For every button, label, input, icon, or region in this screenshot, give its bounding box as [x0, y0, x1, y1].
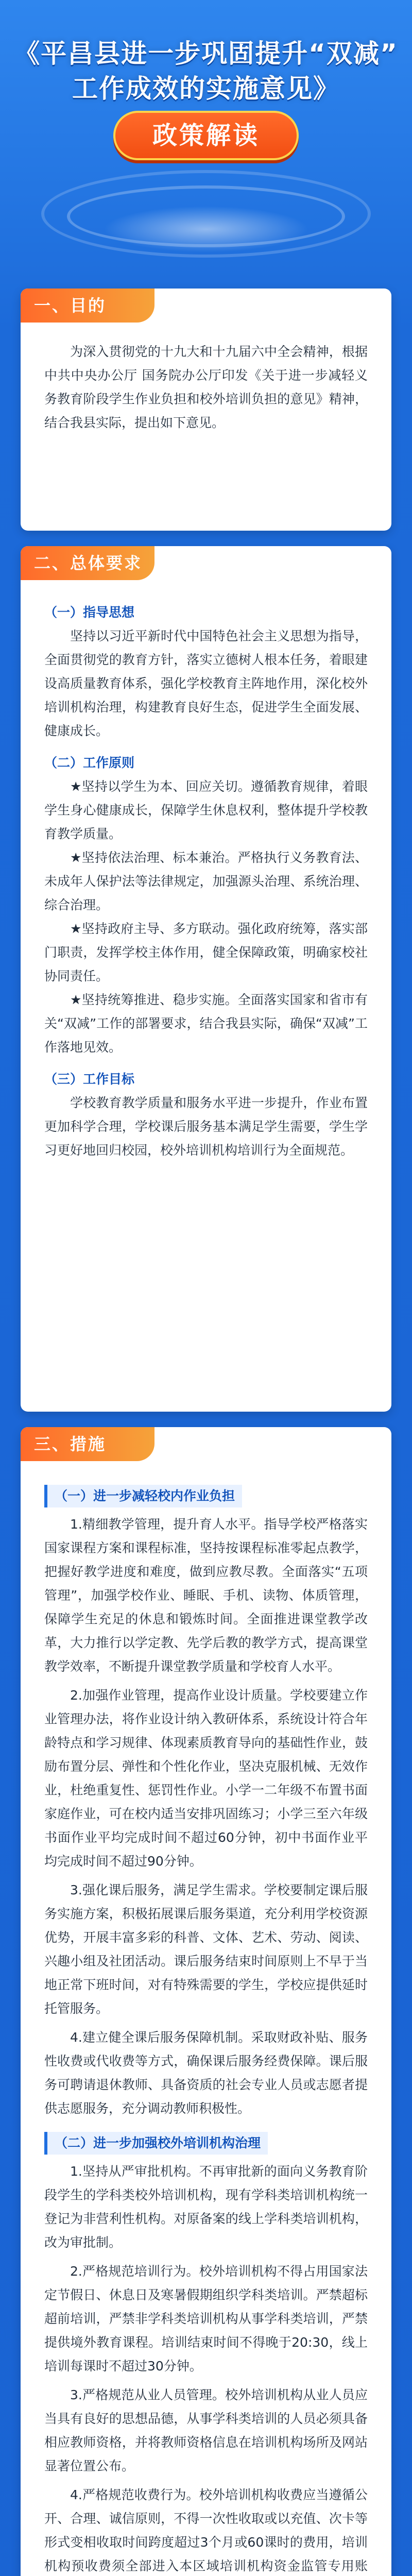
paragraph: 为深入贯彻党的十九大和十九届六中全会精神，根据中共中央办公厅 国务院办公厅印发《关于进一步减轻义务教育阶段学生作业负担和校外培训负担的意见》精神，结合我县实际，提出如下意见。: [44, 344, 368, 430]
title-line-2: 工作成效的实施意见》: [72, 74, 340, 104]
policy-badge: 政策解读: [113, 111, 299, 160]
measure-item: 4.严格规范收费行为。校外培训机构收费应当遵循公开、合理、诚信原则，不得一次性收取或以充值、次卡等形式变相收取时间跨度超过3个月或60课时的费用，培训机构预收费须全部进入本区域培训机构资金监管专用账: [44, 2487, 368, 2573]
header: [0, 0, 412, 268]
principle-item: ★坚持统筹推进、稳步实施。全面落实国家和省市有关“双减”工作的部署要求，结合我县实际，确保“双减”工作落地见效。: [44, 992, 368, 1055]
subheading: （一）指导思想: [44, 605, 135, 620]
measure-item: 4.建立健全课后服务保障机制。采取财政补贴、服务性收费或代收费等方式，确保课后服务经费保障。课后服务可聘请退休教师、具备资质的社会专业人员或志愿者提供志愿服务，充分调动教师积极性。: [44, 2030, 368, 2116]
section-measures: [21, 1427, 391, 2576]
measure-item: 3.严格规范从业人员管理。校外培训机构从业人员应当具有良好的思想品德，从事学科类培训的人员必须具备相应教师资格，并将教师资格信息在培训机构场所及网站显著位置公布。: [44, 2387, 368, 2473]
section-general-requirements: [21, 546, 391, 1412]
section-purpose: [21, 289, 391, 531]
paragraph: 坚持以习近平新时代中国特色社会主义思想为指导，全面贯彻党的教育方针，落实立德树人根本任务，着眼建设高质量教育体系，强化学校教育主阵地作用，深化校外培训机构治理，构建教育良好生态，促进学生全面发展、健康成长。: [44, 629, 368, 738]
measure-item: 1.坚持从严审批机构。不再审批新的面向义务教育阶段学生的学科类校外培训机构，现有学科类培训机构统一登记为非营利性机构。对原备案的线上学科类培训机构，改为审批制。: [44, 2164, 368, 2250]
measure-item: 1.精细教学管理，提升育人水平。指导学校严格落实国家课程方案和课程标准，坚持按课程标准零起点教学，把握好教学进度和难度，做到应教尽教。全面落实“五项管理”，加强学校作业、睡眠、手机、读物、体质管理，保障学生充足的休息和锻炼时间。全面推进课堂教学改革，大力推行以学定教、先学后教的教学方式，提高课堂教学效率，不断提升课堂教学质量和学校育人水平。: [44, 1517, 368, 1674]
principle-item: ★坚持以学生为本、回应关切。遵循教育规律，着眼学生身心健康成长，保障学生休息权利，整体提升学校教育教学质量。: [44, 779, 368, 841]
measure-item: 2.严格规范培训行为。校外培训机构不得占用国家法定节假日、休息日及寒暑假期组织学科类培训。严禁超标超前培训，严禁非学科类培训机构从事学科类培训，严禁提供境外教育课程。培训结束时间不得晚于20:30，线上培训每课时不超过30分钟。: [44, 2264, 368, 2374]
subsection-title: （二）进一步加强校外培训机构治理: [44, 2132, 268, 2155]
measure-item: 3.强化课后服务，满足学生需求。学校要制定课后服务实施方案，积极拓展课后服务渠道，充分利用学校资源优势，开展丰富多彩的科普、文体、艺术、劳动、阅读、兴趣小组及社团活动。课后服务结束时间原则上不早于当地正常下班时间，对有特殊需要的学生，学校应提供延时托管服务。: [44, 1883, 368, 2016]
principle-item: ★坚持政府主导、多方联动。强化政府统筹，落实部门职责，发挥学校主体作用，健全保障政策，明确家校社协同责任。: [44, 921, 368, 984]
principle-item: ★坚持依法治理、标本兼治。严格执行义务教育法、未成年人保护法等法律规定，加强源头治理、系统治理、综合治理。: [44, 850, 368, 912]
section-body: [44, 1479, 368, 2576]
measure-item: 2.加强作业管理，提高作业设计质量。学校要建立作业管理办法，将作业设计纳入教研体系，系统设计符合年龄特点和学习规律、体现素质教育导向的基础性作业，鼓励布置分层、弹性和个性化作业，坚决克服机械、无效作业，杜绝重复性、惩罚性作业。小学一二年级不布置书面家庭作业，可在校内适当安排巩固练习；小学三至六年级书面作业平均完成时间不超过60分钟，初中书面作业平均完成时间不超过90分钟。: [44, 1688, 368, 1869]
subsection-title: （一）进一步减轻校内作业负担: [44, 1485, 242, 1507]
section-body: [44, 340, 368, 435]
title-line-1: 《平昌县进一步巩固提升“双减”: [14, 39, 398, 69]
paragraph: 学校教育教学质量和服务水平进一步提升，作业布置更加科学合理，学校课后服务基本满足学生需要，学生学习更好地回归校园，校外培训机构培训行为全面规范。: [44, 1095, 368, 1158]
section-heading: 三、措施: [21, 1427, 154, 1461]
section-body: [44, 598, 368, 1162]
stage-glow-decoration: [103, 206, 309, 252]
section-heading: 一、目的: [21, 289, 154, 323]
subheading: （三）工作目标: [44, 1072, 135, 1087]
subheading: （二）工作原则: [44, 755, 135, 770]
section-heading: 二、总体要求: [21, 546, 154, 580]
